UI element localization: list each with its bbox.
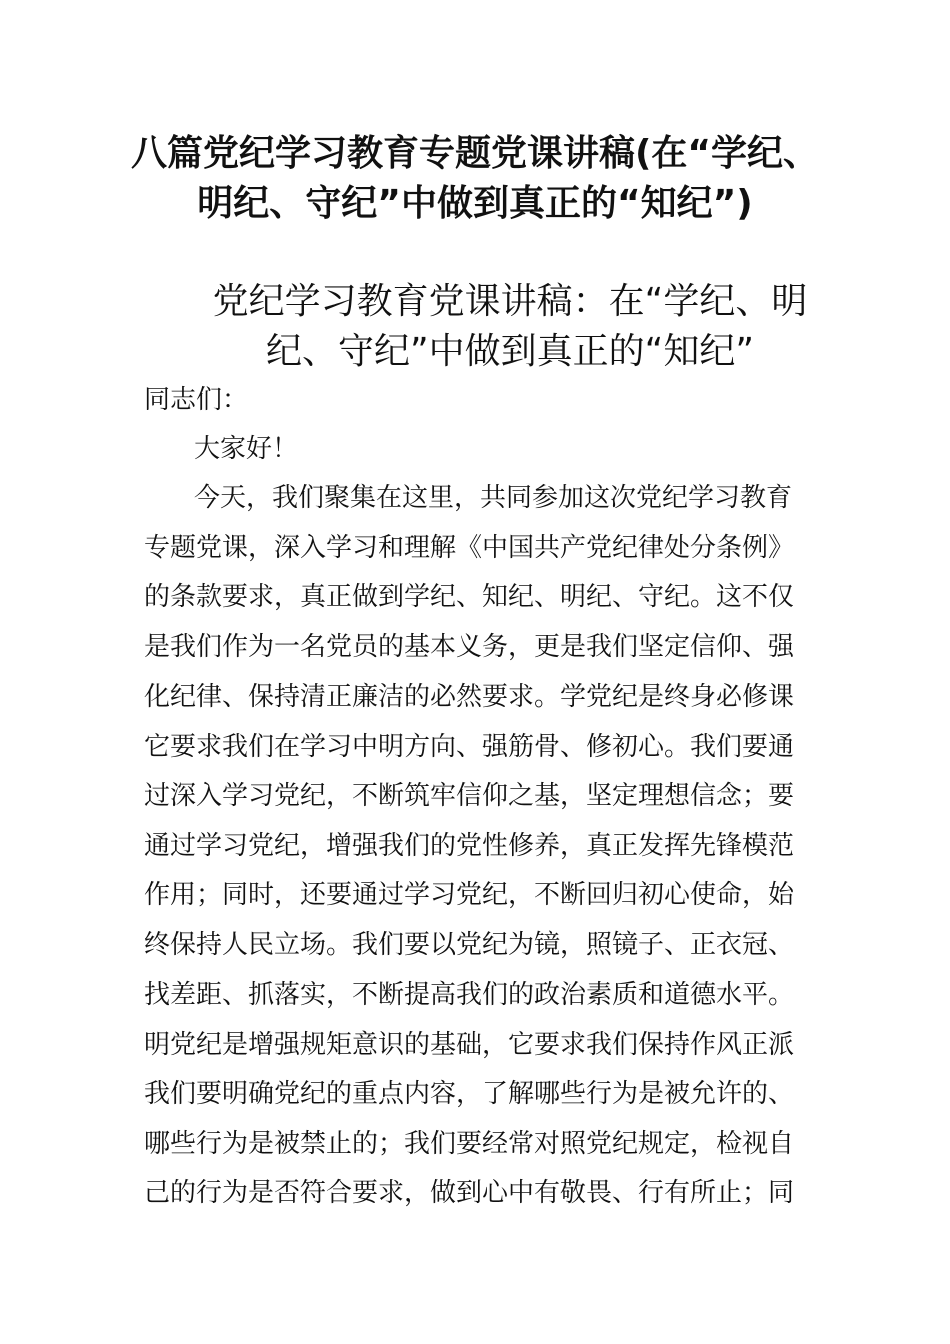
body-line: 己的行为是否符合要求，做到心中有敬畏、行有所止；同 [144,1178,795,1208]
document-title-line-1: 八篇党纪学习教育专题党课讲稿(在“学纪、 [130,133,820,174]
body-line: 今天，我们聚集在这里，共同参加这次党纪学习教育 [194,483,793,513]
body-line: 找差距、抓落实，不断提高我们的政治素质和道德水平。 [144,980,795,1010]
subtitle-line-1: 党纪学习教育党课讲稿：在“学纪、明 [212,281,808,322]
body-line: 作用；同时，还要通过学习党纪，不断回归初心使命，始 [144,880,795,910]
body-line: 化纪律、保持清正廉洁的必然要求。学党纪是终身必修课 [144,682,795,712]
body-line: 终保持人民立场。我们要以党纪为镜，照镜子、正衣冠、 [144,930,795,960]
body-line: 过深入学习党纪，不断筑牢信仰之基，坚定理想信念；要 [144,781,795,811]
body-line: 我们要明确党纪的重点内容，了解哪些行为是被允许的、 [144,1079,795,1109]
salutation: 同志们： [144,385,249,415]
body-line: 哪些行为是被禁止的；我们要经常对照党纪规定，检视自 [144,1129,795,1159]
body-line: 明党纪是增强规矩意识的基础，它要求我们保持作风正派 [144,1030,795,1060]
subtitle-line-2: 纪、守纪”中做到真正的“知纪” [266,331,754,372]
body-line: 通过学习党纪，增强我们的党性修养，真正发挥先锋模范 [144,831,795,861]
body-line: 是我们作为一名党员的基本义务，更是我们坚定信仰、强 [144,632,795,662]
body-line: 它要求我们在学习中明方向、强筋骨、修初心。我们要通 [144,732,795,762]
body-line: 专题党课，深入学习和理解《中国共产党纪律处分条例》 [144,533,795,563]
body-line: 的条款要求，真正做到学纪、知纪、明纪、守纪。这不仅 [144,582,795,612]
document-title-line-2: 明纪、守纪”中做到真正的“知纪”) [197,183,753,224]
greeting: 大家好！ [194,434,299,464]
